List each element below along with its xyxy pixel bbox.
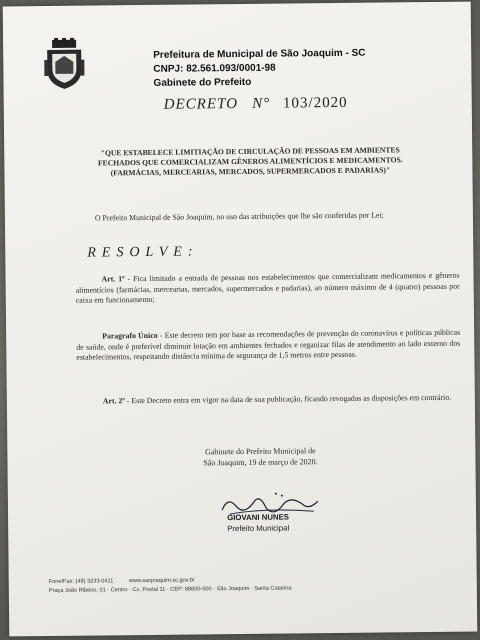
closing-line: Gabinete do Prefeito Municipal de [205, 446, 316, 457]
org-name: Prefeitura de Municipal de São Joaquim - SC [153, 47, 366, 61]
document-page [3, 2, 478, 637]
sole-paragraph-text: - Este decreto tem por base as recomendações de prevenção do coronavírus e políticas públicas de saúde, onde é preferível diminuir lotação em ambientes fechados e organizar filas de atendimento ao lado externo dos estabelecimentos, respeitando distância mínima de segurança de 1,5 metros entre pessoas. [76, 327, 461, 362]
decree-title [164, 95, 348, 114]
sole-paragraph [76, 328, 460, 364]
letterhead [153, 47, 366, 91]
intro-paragraph: O Prefeito Municipal de São Joaquim, no uso das atribuições que lhe são conferidas por Lei; [94, 210, 384, 223]
decree-label: DECRETO N° [163, 95, 271, 113]
document-footer [49, 575, 292, 595]
sole-paragraph-label: Paragrafo Único [102, 330, 158, 341]
office-name: Gabinete do Prefeito [153, 76, 252, 89]
summary-line: (FARMÁCIAS, MERCEARIAS, MERCADOS, SUPERMERCADOS E PADARIAS)" [110, 165, 391, 178]
summary-line: "QUE ESTABELECE LIMITIAÇÃO DE CIRCULAÇÃO DE PESSOAS EM AMBIENTES [100, 145, 400, 158]
cnpj: CNPJ: 82.561.093/0001-98 [153, 62, 276, 75]
article-1-label: Art. 1º [101, 274, 125, 284]
decree-summary [50, 145, 450, 179]
article-2 [77, 393, 461, 408]
municipal-coat-of-arms-icon [43, 38, 86, 90]
article-1 [76, 271, 460, 307]
closing-block [175, 445, 345, 469]
summary-line: FECHADOS QUE COMERCIALIZAM GÊNEROS ALIMENTÍCIOS E MEDICAMENTOS. [97, 155, 403, 168]
footer-phone: Fone/Fax: (49) 3233-0411 [48, 578, 114, 586]
resolve-heading: RESOLVE: [87, 244, 199, 261]
signatory-title: Prefeito Municipal [227, 523, 290, 534]
signatory-name: GIOVANI NUNES [227, 512, 290, 523]
decree-number: 103/2020 [282, 94, 348, 112]
article-2-text: - Este Decreto entra em vigor na data de sua publicação, ficando revogadas as disposições em contrário. [124, 392, 452, 406]
article-2-label: Art. 2º [102, 396, 125, 406]
article-1-text: - Fica limitado a entrada de pessoas nos estabelecimentos que comercializam medicamentos e gêneros alimentícios (farmácias, mercearias, mercados, supermercados e padarias), ao número máximo de 4 (quatro) pessoas por caixa em funcionamento; [75, 270, 460, 305]
closing-date: São Joaquim, 19 de março de 2020. [203, 457, 318, 468]
footer-address: Praça João Ribeiro, 01 · Centro · Cx. Postal 11 · CEP: 88600-000 · São Joaquim · Santa Catarina [48, 584, 292, 594]
footer-website: www.saojoaquim.sc.gov.br [128, 577, 195, 585]
